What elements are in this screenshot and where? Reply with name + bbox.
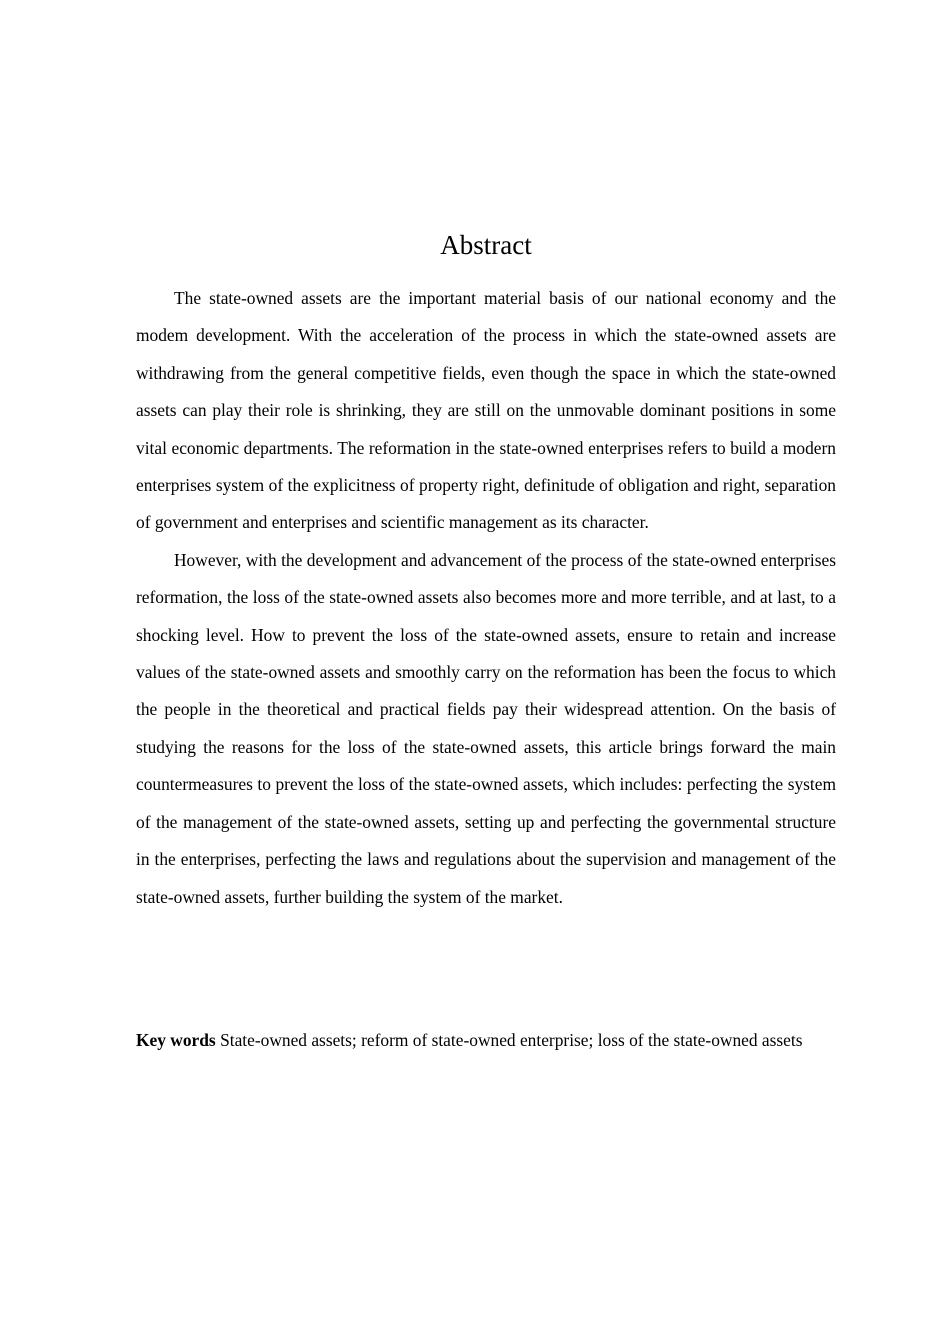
keywords-line bbox=[136, 1024, 836, 1057]
keywords-text: State-owned assets; reform of state-owned enterprise; loss of the state-owned assets bbox=[220, 1030, 803, 1050]
abstract-paragraph-2: However, with the development and advancement of the process of the state-owned enterprises reformation, the loss of the state-owned assets also becomes more and more terrible, and at last, to a shocking level. How to prevent the loss of the state-owned assets, ensure to retain and increase values of the state-owned assets and smoothly carry on the reformation has been the focus to which the people in the theoretical and practical fields pay their widespread attention. On the basis of studying the reasons for the loss of the state-owned assets, this article brings forward the main countermeasures to prevent the loss of the state-owned assets, which includes: perfecting the system of the management of the state-owned assets, setting up and perfecting the governmental structure in the enterprises, perfecting the laws and regulations about the supervision and management of the state-owned assets, further building the system of the market. bbox=[136, 549, 836, 907]
keywords-label: Key words bbox=[136, 1030, 216, 1050]
abstract-body bbox=[136, 280, 836, 916]
abstract-paragraph-1: The state-owned assets are the important material basis of our national economy and the modem development. With the acceleration of the process in which the state-owned assets are withdrawing from the general competitive fields, even though the space in which the state-owned assets can play their role is shrinking, they are still on the unmovable dominant positions in some vital economic departments. The reformation in the state-owned enterprises refers to build a modern enterprises system of the explicitness of property right, definitude of obligation and right, separation of government and enterprises and scientific management as its character. bbox=[136, 288, 836, 533]
abstract-title: Abstract bbox=[440, 230, 532, 260]
